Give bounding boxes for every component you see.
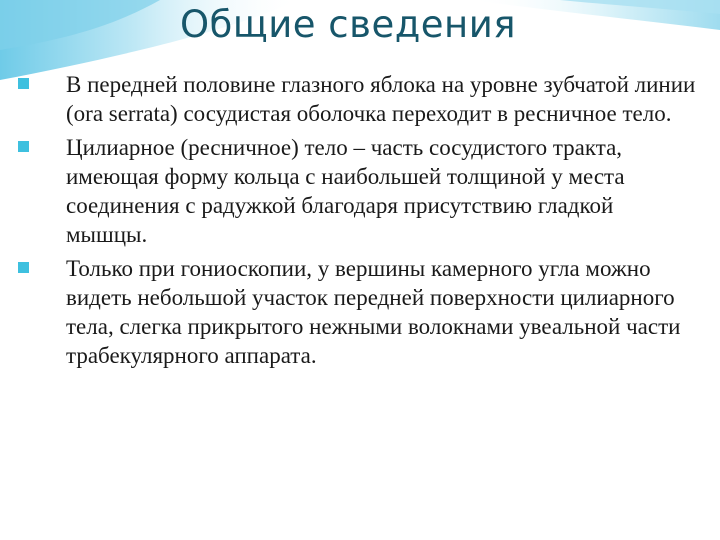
square-bullet-icon <box>18 78 29 89</box>
bullet-item <box>18 70 698 128</box>
bullet-text: Только при гониоскопии, у вершины камерного угла можно видеть небольшой участок передней поверхности цилиарного тела, слегка прикрытого нежными волокнами увеальной части трабекулярного аппарата. <box>66 256 681 368</box>
slide-title: Общие сведения <box>179 3 517 46</box>
bullet-text: Цилиарное (ресничное) тело – часть сосудистого тракта, имеющая форму кольца с наибольшей толщиной у места соединения с радужкой благодаря присутствию гладкой мышцы. <box>66 135 625 247</box>
bullet-text: В передней половине глазного яблока на уровне зубчатой линии (ora serrata) сосудистая оболочка переходит в ресничное тело. <box>66 72 696 126</box>
bullet-item <box>18 133 698 249</box>
bullet-item <box>18 254 698 370</box>
square-bullet-icon <box>18 141 29 152</box>
square-bullet-icon <box>18 262 29 273</box>
bullet-list <box>18 70 698 375</box>
